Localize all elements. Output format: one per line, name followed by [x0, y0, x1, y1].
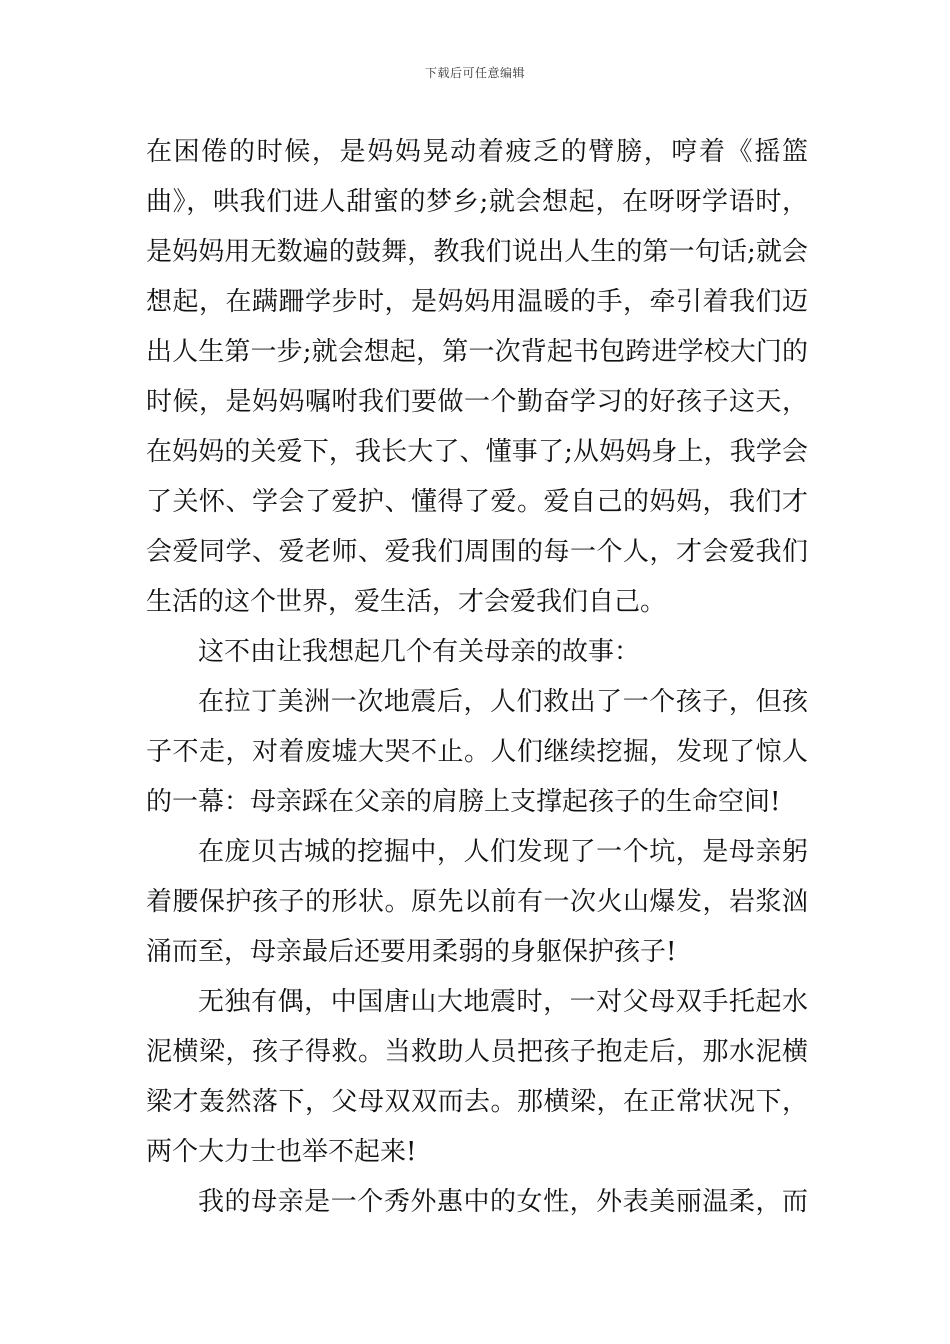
text-line: 在妈妈的关爱下，我长大了、懂事了;从妈妈身上，我学会 [146, 437, 808, 467]
text-line: 在困倦的时候，是妈妈晃动着疲乏的臂膀，哼着《摇篮 [146, 137, 808, 167]
paragraph [146, 827, 808, 977]
text-line: 是妈妈用无数遍的鼓舞，教我们说出人生的第一句话;就会 [146, 237, 808, 267]
paragraph [146, 1177, 808, 1227]
text-line: 无独有偶，中国唐山大地震时，一对父母双手托起水 [198, 987, 808, 1017]
text-line: 涌而至，母亲最后还要用柔弱的身躯保护孩子! [146, 937, 677, 967]
text-line: 会爱同学、爱老师、爱我们周围的每一个人，才会爱我们 [146, 537, 808, 567]
text-line: 两个大力士也举不起来! [146, 1137, 417, 1167]
paragraph [146, 127, 808, 627]
text-line: 曲》，哄我们进人甜蜜的梦乡;就会想起，在呀呀学语时， [146, 187, 808, 217]
text-line: 的一幕：母亲踩在父亲的肩膀上支撑起孩子的生命空间! [146, 787, 781, 817]
text-line: 梁才轰然落下，父母双双而去。那横梁，在正常状况下， [146, 1087, 808, 1117]
document-body [146, 127, 808, 1227]
text-line: 在拉丁美洲一次地震后，人们救出了一个孩子，但孩 [198, 687, 808, 717]
text-line: 泥横梁，孩子得救。当救助人员把孩子抱走后，那水泥横 [146, 1037, 808, 1067]
text-line: 着腰保护孩子的形状。原先以前有一次火山爆发，岩浆汹 [146, 887, 808, 917]
paragraph [146, 627, 808, 677]
text-line: 出人生第一步;就会想起，第一次背起书包跨进学校大门的 [146, 337, 808, 367]
text-line: 子不走，对着废墟大哭不止。人们继续挖掘，发现了惊人 [146, 737, 808, 767]
paragraph [146, 677, 808, 827]
text-line: 生活的这个世界，爱生活，才会爱我们自己。 [146, 587, 667, 617]
text-line: 我的母亲是一个秀外惠中的女性，外表美丽温柔，而 [198, 1187, 808, 1217]
paragraph [146, 977, 808, 1177]
text-line: 想起，在蹒跚学步时，是妈妈用温暖的手，牵引着我们迈 [146, 287, 808, 317]
text-line: 这不由让我想起几个有关母亲的故事： [198, 637, 641, 667]
text-line: 了关怀、学会了爱护、懂得了爱。爱自己的妈妈，我们才 [146, 487, 808, 517]
text-line: 时候，是妈妈嘱咐我们要做一个勤奋学习的好孩子这天， [146, 387, 808, 417]
page-header: 下载后可任意编辑 [424, 66, 525, 80]
text-line: 在庞贝古城的挖掘中，人们发现了一个坑，是母亲躬 [198, 837, 808, 867]
